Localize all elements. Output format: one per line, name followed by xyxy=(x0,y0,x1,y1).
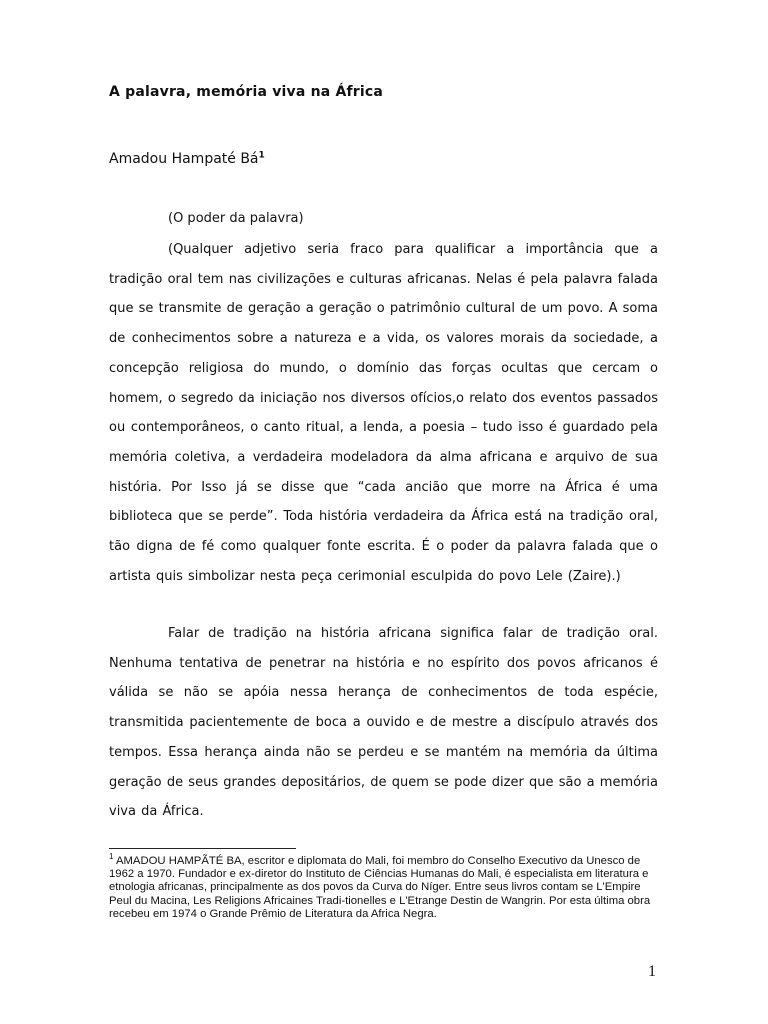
body-paragraph-2: Falar de tradição na história africana significa falar de tradição oral. Nenhuma tentativa de penetrar na história e no espírito dos povos africanos é válida se não se apóia nessa herança de conhecimentos de toda espécie, transmitida pacientemente de boca a ouvido e de mestre a discípulo através dos tempos. Essa herança ainda não se perdeu e se mantém na memória da última geração de seus grandes depositários, de quem se pode dizer que são a memória viva da África. xyxy=(109,626,658,820)
footnote-text: AMADOU HAMPÃTÉ BA, escritor e diplomata do Mali, foi membro do Conselho Executivo da Unesco de 1962 a 1970. Fundador e ex-diretor do Instituto de Ciências Humanas do Mali, é especialista em literatura e etnologia africanas, principalmente as dos povos da Curva do Níger. Entre seus livros contam se L'Empire Peul du Macina, Les Religions Africaines Tradi-tionelles e L'Etrange Destin de Wangrin. Por esta última obra recebeu em 1974 o Grande Prêmio de Literatura da Africa Negra. xyxy=(109,855,651,920)
body-paragraph-1: (Qualquer adjetivo seria fraco para qualificar a importância que a tradição oral tem nas civilizações e culturas africanas. Nelas é pela palavra falada que se transmite de geração a geração o patrimônio cultural de um povo. A soma de conhecimentos sobre a natureza e a vida, os valores morais da sociedade, a concepção religiosa do mundo, o domínio das forças ocultas que cercam o homem, o segredo da iniciação nos diversos ofícios,o relato dos eventos passados ou contemporâneos, o canto ritual, a lenda, a poesia – tudo isso é guardado pela memória coletiva, a verdadeira modeladora da alma africana e arquivo de sua história. Por Isso já se disse que “cada ancião que morre na África é uma biblioteca que se perde”. Toda história verdadeira da África está na tradição oral, tão digna de fé como qualquer fonte escrita. É o poder da palavra falada que o artista quis simbolizar nesta peça cerimonial esculpida do povo Lele (Zaire).) xyxy=(109,242,658,584)
footnote-divider xyxy=(109,848,296,849)
footnote-reference[interactable]: 1 xyxy=(258,150,265,161)
page-number: 1 xyxy=(648,963,656,980)
section-subhead: (O poder da palavra) xyxy=(168,211,304,226)
footnote xyxy=(109,852,660,921)
footnote-marker: 1 xyxy=(109,852,114,862)
document-title: A palavra, memória viva na África xyxy=(109,84,384,100)
author-line xyxy=(109,151,265,167)
author-name: Amadou Hampaté Bá xyxy=(109,151,259,167)
